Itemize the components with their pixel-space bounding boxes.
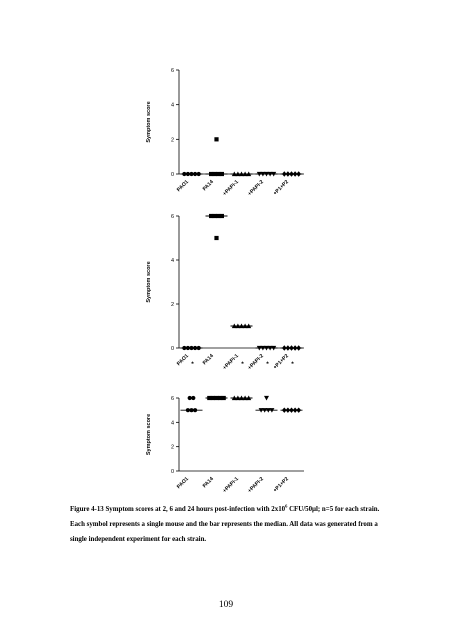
x-tick-label: +P1+P2 bbox=[272, 179, 290, 197]
caption-exponent: 6 bbox=[285, 503, 288, 509]
y-tick-label: 0 bbox=[170, 469, 174, 475]
x-tick-label: PAO1 bbox=[175, 476, 190, 491]
y-tick-label: 4 bbox=[170, 102, 174, 109]
y-tick-label: 2 bbox=[170, 302, 174, 308]
chart-panel-2 bbox=[146, 214, 304, 371]
x-tick-label: +PAPi-1 bbox=[221, 179, 240, 198]
y-axis-label: Symptom score bbox=[146, 101, 152, 143]
y-tick-label: 6 bbox=[170, 396, 174, 402]
x-tick-label: +P1+P2 bbox=[272, 353, 290, 371]
y-axis-label: Symptom score bbox=[146, 413, 152, 456]
y-tick-label: 0 bbox=[170, 172, 174, 178]
x-tick-label: PA14 bbox=[201, 353, 215, 367]
y-tick-label: 2 bbox=[170, 137, 174, 144]
data-point-circle bbox=[191, 396, 195, 400]
significance-marker: * bbox=[241, 361, 244, 368]
x-tick-label: +PAPi-1 bbox=[221, 353, 240, 372]
data-point-square bbox=[214, 236, 218, 240]
data-point-square bbox=[214, 137, 218, 141]
y-tick-label: 4 bbox=[170, 258, 174, 264]
x-tick-label: +PAPI-2 bbox=[246, 353, 265, 372]
significance-marker: * bbox=[191, 361, 194, 368]
significance-marker: * bbox=[291, 361, 294, 368]
chart-panel-3 bbox=[146, 396, 304, 495]
y-axis-label: Symptom score bbox=[146, 261, 152, 303]
chart-panel-1 bbox=[146, 68, 304, 197]
data-point-triangle-down bbox=[264, 396, 269, 401]
figure-caption bbox=[70, 502, 388, 547]
caption-text-rest: CFU/50µl; n=5 for each strain. Each symbol represents a single mouse and the bar represents the median. All data was generated from a single independent experiment for each strain. bbox=[70, 506, 380, 543]
x-tick-label: PAO1 bbox=[175, 179, 190, 194]
significance-marker: * bbox=[266, 361, 269, 368]
x-tick-label: PAO1 bbox=[175, 353, 190, 368]
x-tick-label: PA14 bbox=[201, 179, 215, 193]
data-point-circle bbox=[188, 396, 192, 400]
y-tick-label: 6 bbox=[170, 68, 174, 74]
y-tick-label: 4 bbox=[170, 420, 174, 427]
x-tick-label: +P1+P2 bbox=[272, 476, 290, 494]
x-tick-label: +PAPI-2 bbox=[246, 476, 265, 495]
x-tick-label: +PAPi-1 bbox=[221, 476, 240, 495]
y-tick-label: 6 bbox=[170, 214, 174, 220]
x-tick-label: +PAPI-2 bbox=[246, 179, 265, 198]
page-number: 109 bbox=[218, 600, 234, 610]
caption-text-main: Figure 4-13 Symptom scores at 2, 6 and 24 hours post-infection with 2x10 bbox=[70, 506, 286, 513]
y-tick-label: 2 bbox=[170, 444, 174, 451]
x-tick-label: PA14 bbox=[201, 476, 215, 490]
y-tick-label: 0 bbox=[170, 346, 174, 352]
